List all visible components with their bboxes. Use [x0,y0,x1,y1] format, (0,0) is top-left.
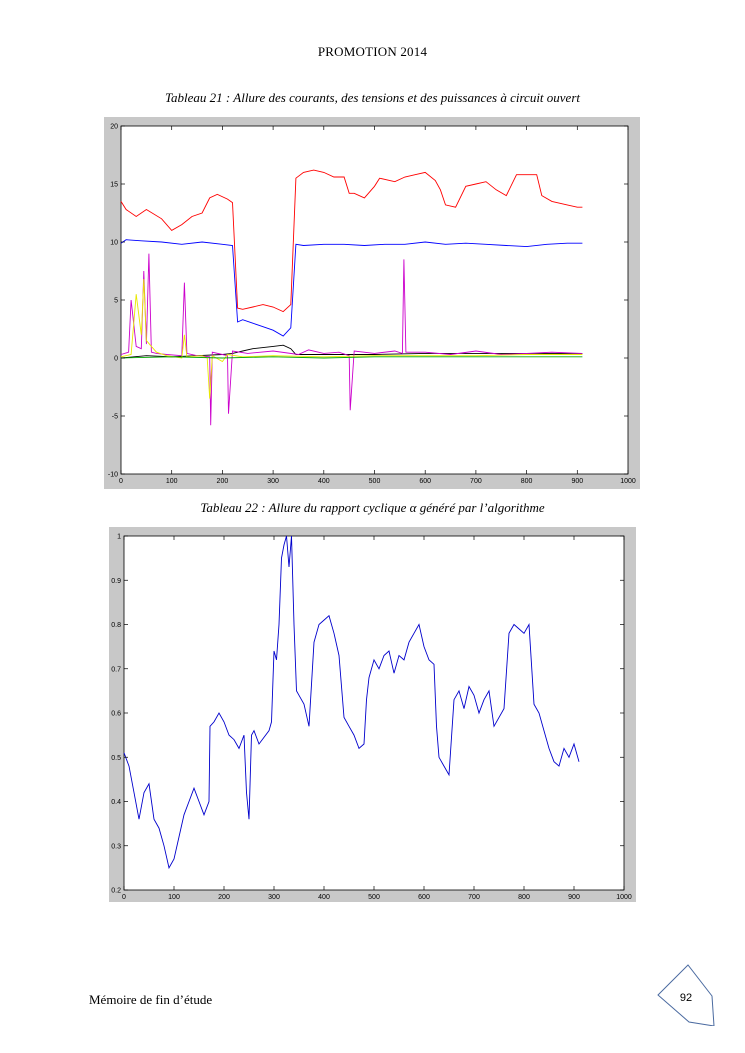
y-tick-label: 0.3 [111,843,121,851]
chart-duty-cycle-alpha [109,527,636,902]
y-tick-label: 0.9 [111,577,121,585]
plot-area [121,126,628,474]
y-tick-label: 0.4 [111,799,121,806]
x-tick-label: 500 [368,894,380,901]
y-tick-label: 20 [110,123,118,131]
x-tick-label: 200 [218,894,230,901]
y-tick-label: 1 [117,533,121,541]
page-number: 92 [679,992,693,1004]
chart-svg-2 [109,527,636,902]
x-tick-label: 0 [119,478,123,485]
x-tick-label: 400 [317,478,330,485]
y-tick-label: -10 [107,471,118,479]
y-tick-label: 0.5 [111,754,121,762]
x-tick-label: 200 [216,478,229,485]
running-header: PROMOTION 2014 [317,44,428,59]
y-tick-label: 15 [110,181,118,189]
x-tick-label: 300 [268,894,280,901]
y-tick-label: 5 [114,297,118,305]
y-tick-label: 0.8 [111,622,121,629]
x-tick-label: 100 [168,894,180,901]
x-tick-label: 900 [568,894,580,901]
x-tick-label: 1000 [620,478,636,485]
x-tick-label: 100 [165,478,178,485]
x-tick-label: 0 [122,894,126,901]
y-tick-label: 0 [114,355,118,363]
chart-currents-voltages-powers [104,117,640,489]
y-tick-label: 0.2 [111,887,121,895]
plot-area [124,536,624,890]
x-tick-label: 600 [419,478,432,485]
chart-svg-1 [104,117,640,489]
figure-caption-table22: Tableau 22 : Allure du rapport cyclique α généré par l’algorithme [200,500,545,515]
x-tick-label: 1000 [616,894,632,901]
x-tick-label: 400 [318,894,330,901]
x-tick-label: 500 [368,478,381,485]
x-tick-label: 700 [470,478,482,485]
y-tick-label: -5 [111,413,118,421]
y-tick-label: 0.7 [111,666,121,674]
y-tick-label: 0.6 [111,710,121,718]
x-tick-label: 300 [267,478,279,485]
x-tick-label: 800 [518,894,530,901]
y-tick-label: 10 [110,239,118,247]
footer-text: Mémoire de fin d’étude [89,992,213,1007]
x-tick-label: 900 [571,478,584,485]
figure-caption-table21: Tableau 21 : Allure des courants, des tensions et des puissances à circuit ouvert [165,90,580,105]
x-tick-label: 700 [468,894,480,901]
x-tick-label: 600 [418,894,430,901]
x-tick-label: 800 [520,478,533,485]
